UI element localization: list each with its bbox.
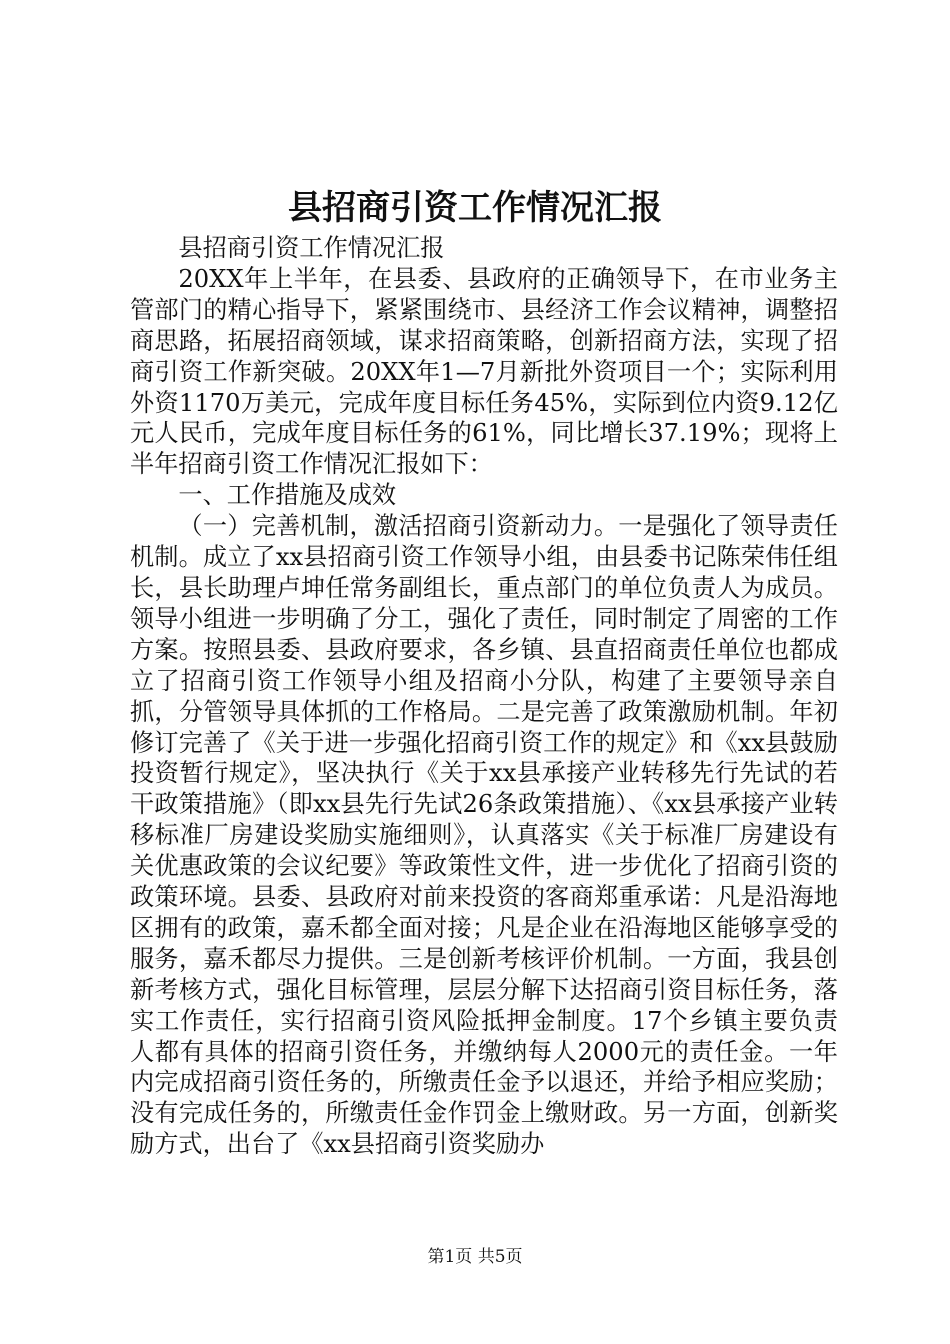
intro-paragraph: 20XX年上半年，在县委、县政府的正确领导下，在市业务主管部门的精心指导下，紧紧围绕市、县经济工作会议精神，调整招商思路，拓展招商领域，谋求招商策略，创新招商方法，实现了招商引资工作新突破。20XX年1—7月新批外资项目一个；实际利用外资1170万美元，完成年度目标任务45%，实际到位内资9.12亿元人民币，完成年度目标任务的61%，同比增长37.19%；现将上半年招商引资工作情况汇报如下： xyxy=(130,264,838,479)
document-body xyxy=(130,233,838,1160)
document-title: 县招商引资工作情况汇报 xyxy=(288,188,662,228)
subtitle-paragraph: 县招商引资工作情况汇报 xyxy=(178,234,445,262)
section-heading: 一、工作措施及成效 xyxy=(178,481,397,510)
measures-paragraph: （一）完善机制，激活招商引资新动力。一是强化了领导责任机制。成立了xx县招商引资工作领导小组，由县委书记陈荣伟任组长，县长助理卢坤任常务副组长，重点部门的单位负责人为成员。领导小组进一步明确了分工，强化了责任，同时制定了周密的工作方案。按照县委、县政府要求，各乡镇、县直招商责任单位也都成立了招商引资工作领导小组及招商小分队，构建了主要领导亲自抓，分管领导具体抓的工作格局。二是完善了政策激励机制。年初修订完善了《关于进一步强化招商引资工作的规定》和《xx县鼓励投资暂行规定》，坚决执行《关于xx县承接产业转移先行先试的若干政策措施》（即xx县先行先试26条政策措施）、《xx县承接产业转移标准厂房建设奖励实施细则》，认真落实《关于标准厂房建设有关优惠政策的会议纪要》等政策性文件，进一步优化了招商引资的政策环境。县委、县政府对前来投资的客商郑重承诺：凡是沿海地区拥有的政策，嘉禾都全面对接；凡是企业在沿海地区能够享受的服务，嘉禾都尽力提供。三是创新考核评价机制。一方面，我县创新考核方式，强化目标管理，层层分解下达招商引资目标任务，落实工作责任，实行招商引资风险抵押金制度。17个乡镇主要负责人都有具体的招商引资任务，并缴纳每人2000元的责任金。一年内完成招商引资任务的，所缴责任金予以退还，并给予相应奖励；没有完成任务的，所缴责任金作罚金上缴财政。另一方面，创新奖励方式，出台了《xx县招商引资奖励办 xyxy=(130,512,838,1159)
page-footer: 第1页 共5页 xyxy=(427,1247,523,1267)
